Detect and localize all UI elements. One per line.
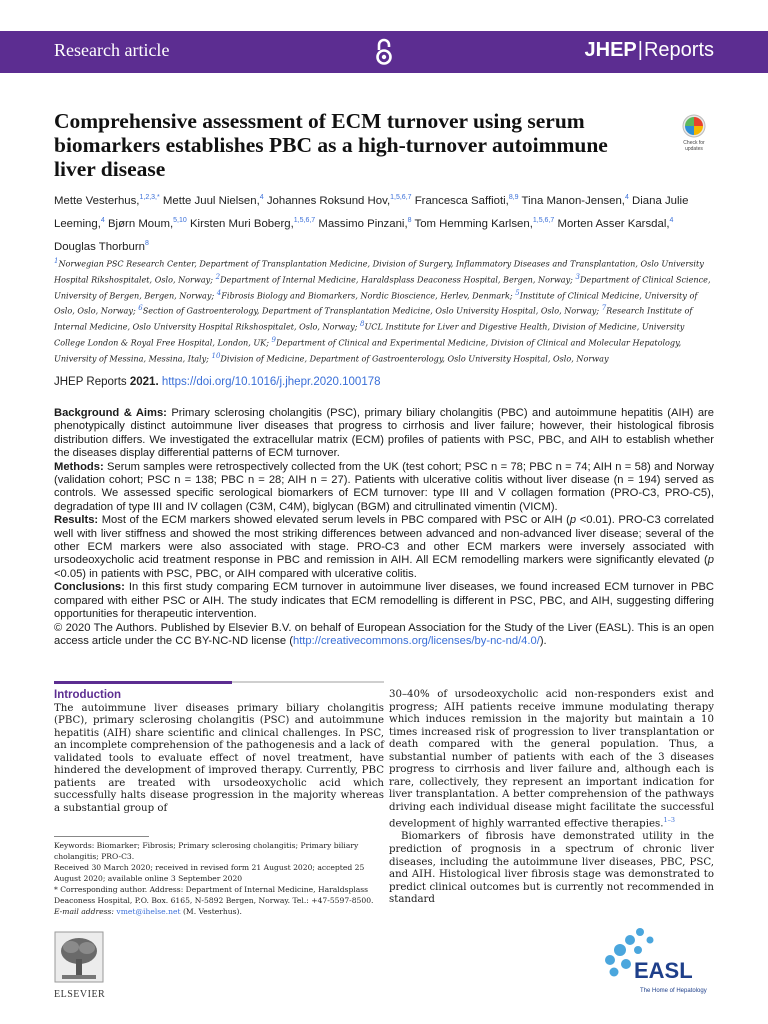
affiliation-number: 5 — [515, 288, 520, 297]
methods-label: Methods: — [54, 460, 104, 473]
author-name: Johannes Roksund Hov, — [266, 194, 391, 207]
affiliation-text: Department of Clinical and Experimental Medicine, Division of Clinical and Molecular Hepatology, University of Messina, Messina, Italy; — [54, 337, 682, 364]
citation-journal: JHEP Reports — [54, 376, 127, 388]
brand-light: Reports — [643, 39, 714, 61]
citation-line — [54, 376, 381, 388]
author-affiliation-superscript[interactable]: 8 — [144, 239, 149, 247]
author-name: Mette Vesterhus, — [54, 194, 140, 207]
affiliation-number: 8 — [360, 320, 365, 329]
body-column-right — [389, 689, 714, 907]
abstract-conclusions — [54, 581, 714, 621]
author-list — [54, 188, 714, 256]
affiliation-text: Department of Clinical Science, University of Bergen, Bergen, Norway; — [54, 274, 711, 301]
affiliation-number: 4 — [216, 288, 222, 297]
abstract — [54, 407, 714, 648]
affiliation-number: 10 — [211, 351, 221, 360]
affiliation-text: Institute of Clinical Medicine, University of Oslo, Oslo, Norway; — [54, 290, 698, 317]
affiliation-text: Department of Internal Medicine, Haraldsplass Deaconess Hospital, Bergen, Norway; — [220, 274, 573, 285]
conclusions-text: In this first study comparing ECM turnover in autoimmune liver diseases, we found increased ECM turnover in PBC compared with either PSC or AIH. The study indicates that ECM remodelling is different in PSC, PBC, and AIH, suggesting differing opportunities for therapeutic intervention. — [54, 581, 714, 621]
abstract-methods — [54, 461, 714, 515]
author-affiliation-superscript[interactable]: 5,10 — [173, 216, 187, 224]
author-name: Massimo Pinzani, — [318, 217, 408, 230]
author-affiliation-superscript[interactable]: 8 — [407, 216, 412, 224]
footnotes — [54, 840, 380, 917]
affiliation-text: Section of Gastroenterology, Department of Transplantation Medicine, Oslo University Hospital, Oslo, Norway; — [142, 306, 600, 317]
author-affiliation-superscript[interactable]: 1,5,6,7 — [293, 216, 316, 224]
received-dates: Received 30 March 2020; received in revised form 21 August 2020; accepted 25 August 2020; available online 3 September 2020 — [54, 863, 365, 883]
check-updates-line1: Check for — [683, 140, 705, 146]
author-name: Tina Manon-Jensen, — [521, 194, 625, 207]
author-name: Bjørn Moum, — [107, 217, 174, 230]
journal-header-bar — [0, 31, 768, 73]
affiliation-text: Fibrosis Biology and Biomarkers, Nordic Bioscience, Herlev, Denmark; — [221, 290, 513, 301]
open-access-icon — [373, 38, 395, 66]
conclusions-label: Conclusions: — [54, 581, 125, 594]
elsevier-tree-icon — [54, 931, 104, 983]
author-affiliation-superscript[interactable]: 1,5,6,7 — [390, 194, 412, 201]
introduction-heading: Introduction — [54, 689, 122, 701]
footnote-rule — [54, 836, 149, 837]
doi-link[interactable]: https://doi.org/10.1016/j.jhepr.2020.100178 — [161, 376, 381, 388]
author-name: Mette Juul Nielsen, — [162, 194, 260, 207]
results-text-1: Most of the ECM markers showed elevated serum levels in PBC compared with PSC or AIH ( — [98, 514, 570, 527]
easl-tagline: The Home of Hepatology — [640, 988, 707, 994]
affiliation-text: UCL Institute for Liver and Digestive Health, Division of Medicine, University College London & Royal Free Hospital, London, UK; — [54, 321, 685, 348]
author-affiliation-superscript[interactable]: 4 — [624, 194, 629, 201]
body-column-left — [54, 689, 384, 815]
elsevier-logo — [54, 931, 104, 1011]
p-value-symbol: p — [707, 554, 714, 567]
check-updates-line2: updates — [685, 146, 703, 152]
email-name: (M. Vesterhus). — [182, 907, 242, 916]
affiliation-number: 3 — [575, 272, 580, 281]
intro-paragraph-2 — [389, 689, 714, 831]
author-name: Douglas Thorburn — [54, 240, 145, 253]
easl-wordmark: EASL — [634, 958, 693, 983]
keywords: Keywords: Biomarker; Fibrosis; Primary sclerosing cholangitis; Primary biliary cholangitis; PRO-C3. — [54, 841, 359, 861]
affiliation-number: 2 — [215, 272, 221, 281]
author-affiliation-superscript[interactable]: 4 — [259, 194, 264, 201]
brand-separator: | — [637, 39, 643, 61]
intro-paragraph-2-text: 30–40% of ursodeoxycholic acid non-responders exist and progress; AIH patients receive immune modulating therapy which induces remission in the majority but maintain a 10 times increased risk of progression to liver transplantation or death compared with the general population. Thus, a substantial number of patients with each of the 3 diseases progress to cirrhosis and liver failure and, although each is rare, collectively, they represent an important indication for liver transplantation. A better comprehension of the pathways driving each individual disease might facilitate the successful development of highly warranted effective therapies. — [389, 689, 714, 830]
corresponding-author: * Corresponding author. Address: Department of Internal Medicine, Haraldsplass Deaconess Hospital, P.O. Box. 6165, N-5892 Bergen, Norway. Tel.: +47-5597-8500. — [54, 885, 374, 905]
author-affiliation-superscript[interactable]: 1,2,3,* — [139, 194, 160, 201]
author-affiliation-superscript[interactable]: 8,9 — [508, 194, 519, 201]
article-type-label: Research article — [54, 40, 170, 60]
elsevier-wordmark: ELSEVIER — [54, 989, 106, 1000]
email-line — [54, 906, 380, 917]
affiliation-text: Research Institute of Internal Medicine, Oslo University Hospital Rikshospitalet, Oslo, Norway; — [54, 306, 693, 332]
affiliation-number: 9 — [271, 335, 276, 344]
easl-logo — [600, 920, 712, 1012]
citation-year: 2021. — [129, 376, 159, 388]
section-divider-accent — [54, 681, 232, 684]
intro-paragraph-3: Biomarkers of fibrosis have demonstrated utility in the prediction of prognosis in a spectrum of chronic liver diseases, including the autoimmune liver diseases, PBC, PSC, and AIH. Histological liver fibrosis stage was demonstrated to predict clinical outcomes but is currently not recommended in standard — [389, 831, 714, 906]
brand-bold: JHEP — [584, 39, 637, 61]
abstract-results — [54, 514, 714, 581]
author-name: Morten Asser Karsdal, — [557, 217, 670, 230]
results-text-2: <0.01). PRO-C3 correlated well with liver stiffness and showed the most striking differences between advanced and non-advanced liver disease; several of the other ECM markers were also associated with stage. PRO-C3 and other ECM markers were inversely associated with ursodeoxycholic acid treatment response in PBC and remission in AIH. All ECM remodelling markers were significantly elevated ( — [54, 514, 715, 567]
background-label: Background & Aims: — [54, 407, 167, 419]
author-affiliation-superscript[interactable]: 4 — [100, 216, 105, 224]
email-label: E-mail address: — [54, 907, 114, 916]
intro-paragraph-1: The autoimmune liver diseases primary biliary cholangitis (PBC), primary sclerosing cholangitis (PSC) and autoimmune hepatitis (AIH) share scientific and clinical challenges. In PSC, an incomplete comprehension of the pathogenesis and a lack of validated tools to evaluate effect of novel treatment, have hindered the development of improved therapy. Currently, PBC patients are treated with ursodeoxycholic acid which successfully halts disease progression in the majority whereas a substantial group of — [54, 702, 384, 814]
author-name: Kirsten Muri Boberg, — [189, 217, 294, 230]
affiliation-text: Norwegian PSC Research Center, Department of Transplantation Medicine, Division of Surgery, Inflammatory Diseases and Transplantation, Oslo University Hospital Rikshospitalet, Oslo, Norway; — [54, 258, 704, 285]
license-link[interactable]: http://creativecommons.org/licenses/by-nc-nd/4.0/ — [292, 634, 540, 647]
affiliation-number: 1 — [54, 257, 59, 265]
email-link[interactable]: vmet@ihelse.net — [116, 907, 181, 916]
affiliation-text: Division of Medicine, Department of Gastroenterology, Oslo University Hospital, Oslo, Norway — [220, 353, 609, 364]
abstract-background — [54, 407, 714, 461]
author-affiliation-superscript[interactable]: 4 — [669, 216, 674, 224]
author-name: Tom Hemming Karlsen, — [414, 217, 533, 230]
article-title: Comprehensive assessment of ECM turnover using serum biomarkers establishes PBC as a high-turnover autoimmune liver disease — [54, 109, 608, 181]
author-name: Francesca Saffioti, — [414, 194, 509, 207]
section-divider — [54, 681, 384, 683]
copyright-text: © 2020 The Authors. Published by Elsevier B.V. on behalf of European Association for the Study of the Liver (EASL). This is an open access article under the CC BY-NC-ND license ( — [54, 621, 714, 647]
background-text: Primary sclerosing cholangitis (PSC), primary biliary cholangitis (PBC) and autoimmune hepatitis (AIH) are phenotypically distinct autoimmune liver diseases that progress to cirrhosis and liver failure; however, their histological fibrosis distribution differs. We investigated the extracellular matrix (ECM) profiles of patients with PSC, PBC, and AIH to establish whether the diseases display differential patterns of ECM turnover. — [54, 407, 714, 460]
p-value-symbol: p — [569, 514, 577, 527]
copyright-notice — [54, 622, 714, 649]
journal-brand[interactable] — [585, 39, 714, 62]
affiliations — [54, 255, 714, 365]
results-text-3: <0.05) in patients with PSC, PBC, or AIH compared with ulcerative colitis. — [54, 567, 417, 580]
results-label: Results: — [54, 514, 99, 527]
author-affiliation-superscript[interactable]: 1,5,6,7 — [532, 216, 555, 224]
reference-superscript[interactable]: 1–3 — [663, 816, 675, 825]
copyright-end: ). — [539, 634, 547, 647]
author-name: Diana Julie Leeming, — [54, 194, 689, 230]
methods-text: Serum samples were retrospectively collected from the UK (test cohort; PSC n = 78; PBC n = 74; AIH n = 58) and Norway (validation cohort; PSC n = 138; PBC n = 28; AIH n = 27). Patients with ulcerative colitis without liver disease (n = 194) served as controls. We assessed specific serological biomarkers of ECM turnover: type III and V collagen formation (PRO-C3, PRO-C5), degradation of type III and IV collagen (C3M, C4M), biglycan (BGM) and citrullinated vimentin (VICM). — [54, 460, 714, 513]
affiliation-number: 6 — [138, 304, 143, 313]
check-for-updates-icon[interactable] — [676, 112, 712, 152]
affiliation-number: 7 — [601, 304, 607, 313]
